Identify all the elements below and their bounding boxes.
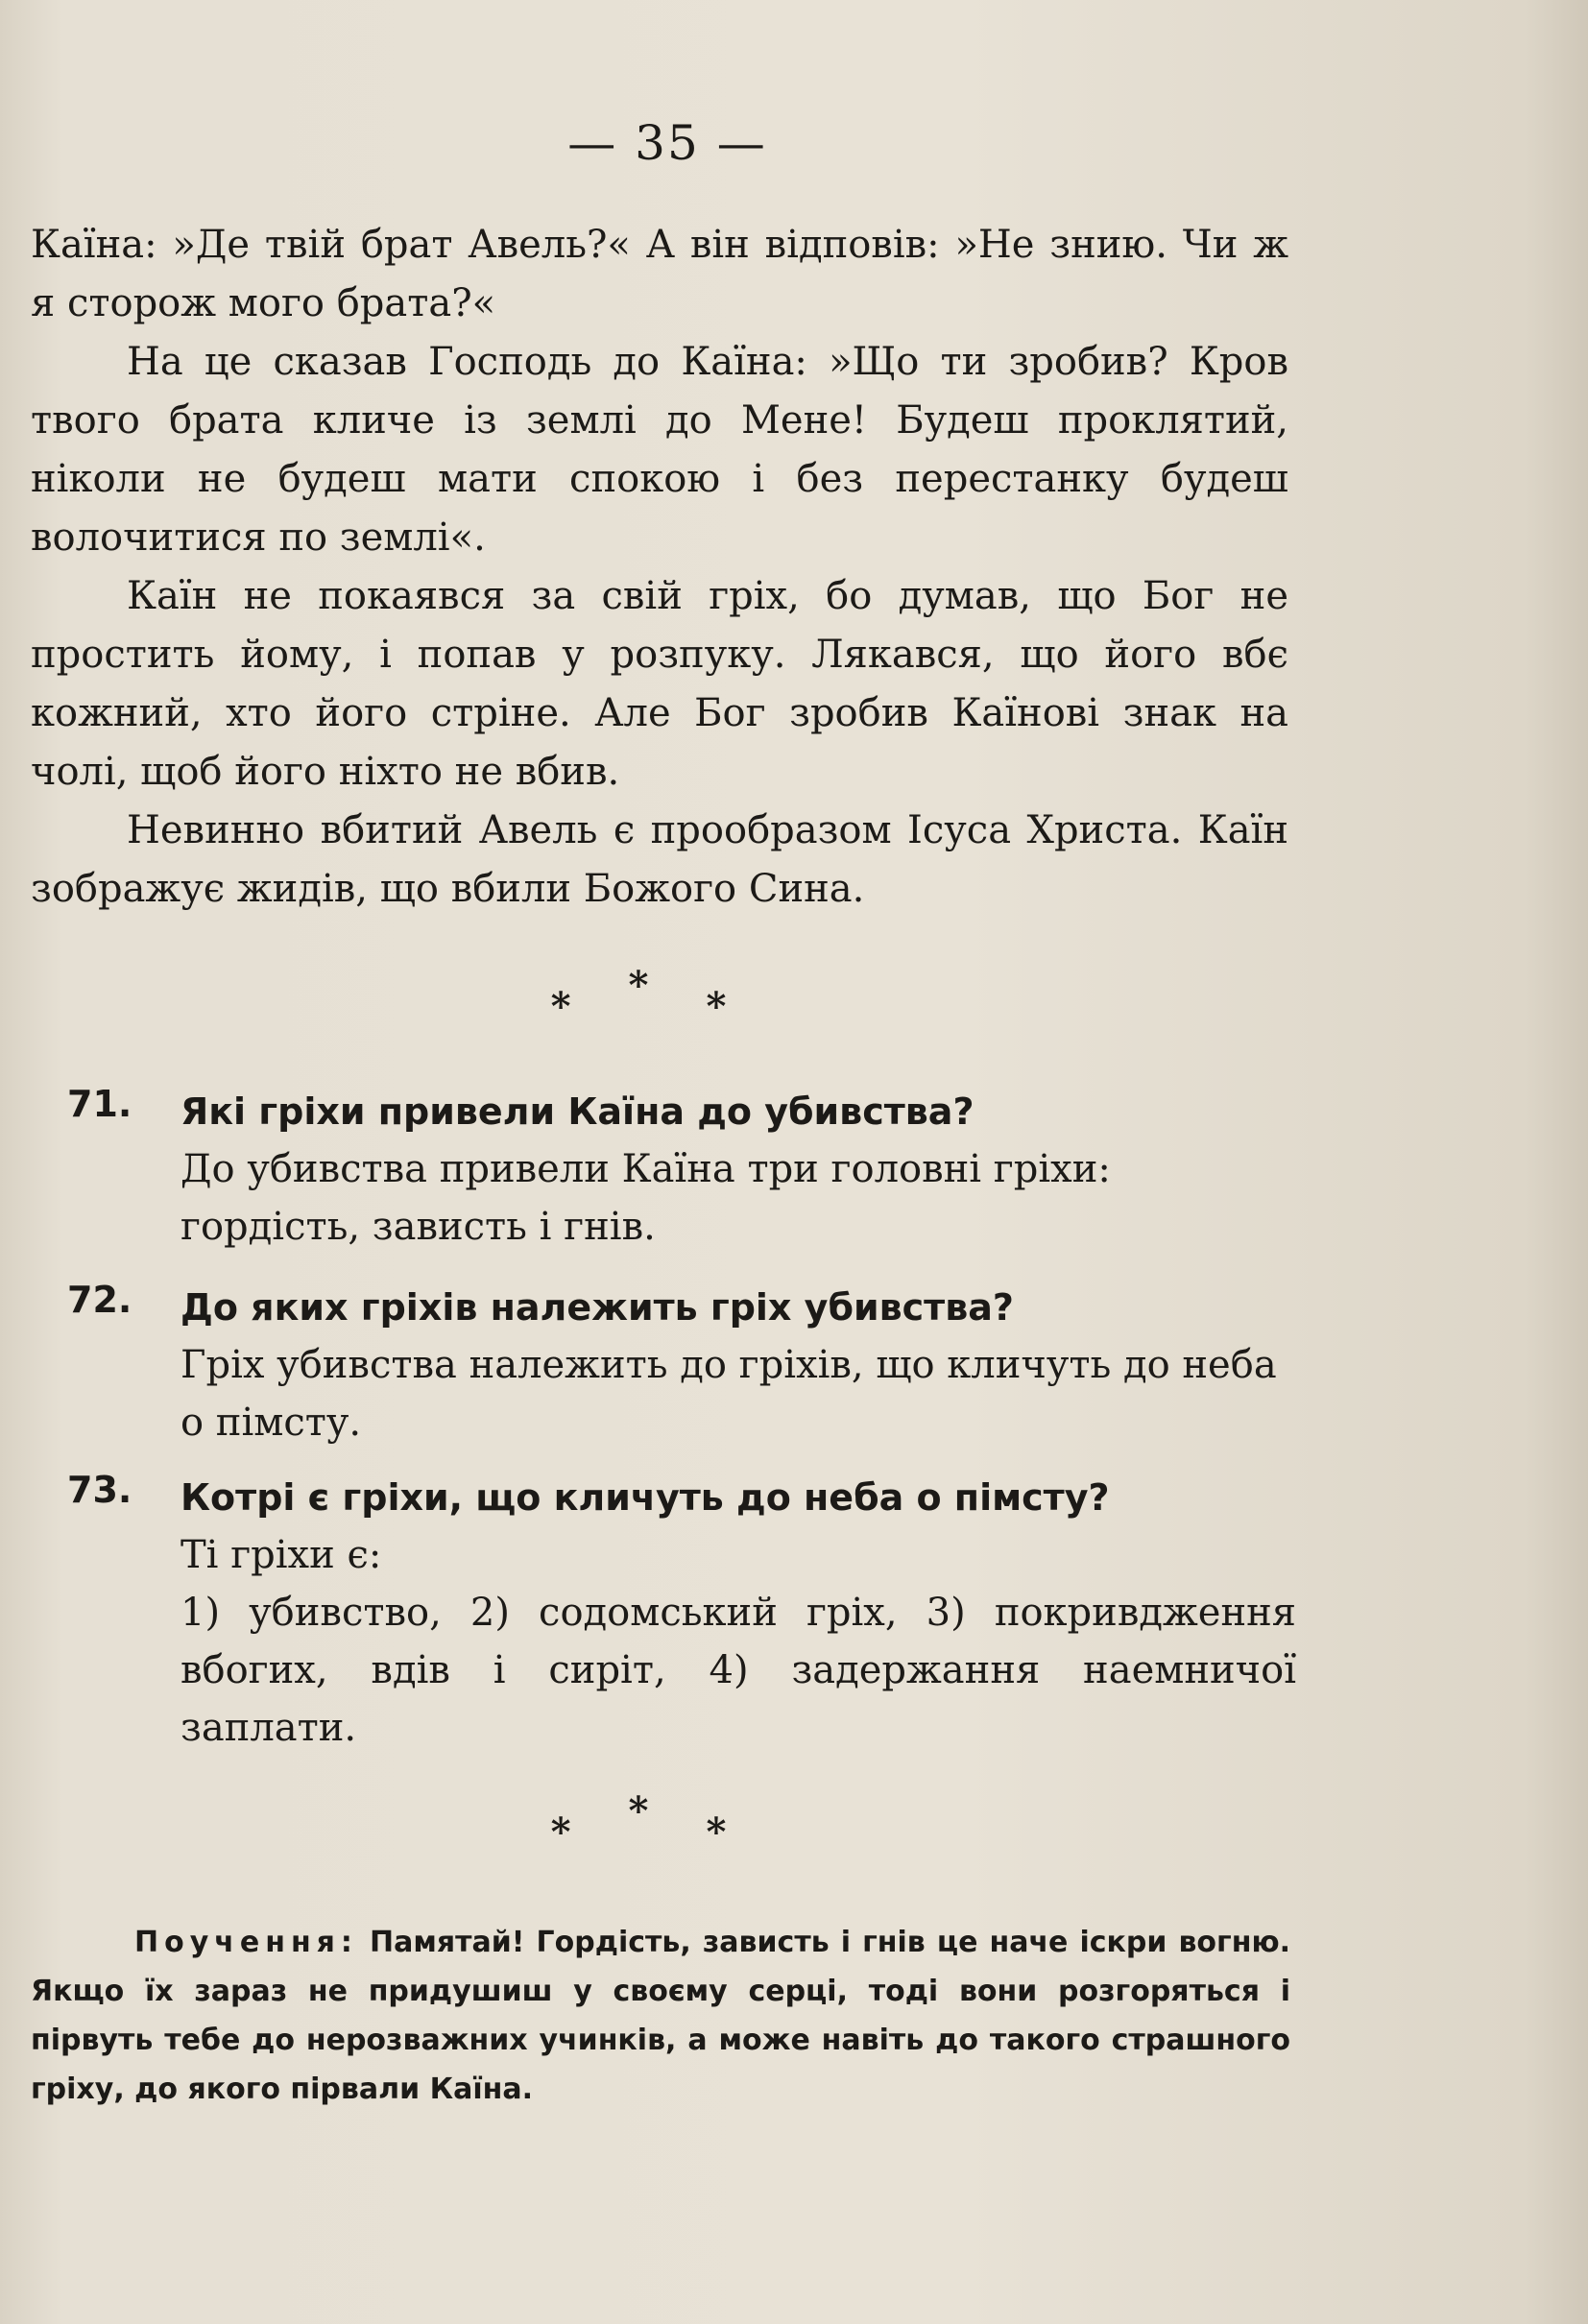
question-number: 73. [67, 1469, 132, 1511]
answer-text: Гріх убивства належить до гріхів, що кличуть до неба о пімсту. [180, 1343, 1277, 1445]
lesson-note [31, 1918, 1290, 2114]
lesson-label: Поучення: [134, 1926, 358, 1959]
lesson-text: Памятай! Гордість, зависть і гнів це наче іскри вогню. Якщо їх зараз не придушиш у своєму серці, тоді вони розгоряться і пірвуть тебе до нерозважних учинків, а може навіть до такого страшного гріху, до якого пірвали Каїна. [31, 1926, 1290, 2106]
separator-star: * [706, 1809, 784, 1855]
answer-list: 1) убивство, 2) содомський гріх, 3) покривдження вбогих, вдів і сиріт, 4) задержання наемничої заплати. [180, 1591, 1296, 1750]
body-text [31, 216, 1288, 919]
question-73 [67, 1469, 1296, 1757]
separator-star: * [628, 963, 707, 1008]
answer-text: До убивства привели Каїна три головні гріхи: гордість, зависть і гнів. [180, 1147, 1111, 1249]
separator-star: * [550, 984, 629, 1029]
answer-intro: Ті гріхи є: [180, 1533, 382, 1577]
question-71 [67, 1083, 1296, 1256]
paragraph: Невинно вбитий Авель є прообразом Ісуса Христа. Каїн зображує жидів, що вбили Божого Сина. [31, 808, 1288, 911]
question-text: До яких гріхів належить гріх убивства? [180, 1286, 1014, 1329]
question-number: 72. [67, 1279, 132, 1321]
paragraph: Каїна: »Де твій брат Авель?« А він відповів: »Не знию. Чи ж я сторож мого брата?« [31, 223, 1288, 325]
question-72 [67, 1279, 1296, 1451]
separator-star: * [628, 1788, 707, 1833]
page-number: — 35 — [567, 115, 767, 171]
section-separator [0, 963, 1335, 1029]
question-number: 71. [67, 1083, 132, 1125]
question-text: Котрі є гріхи, що кличуть до неба о пімсту? [180, 1476, 1110, 1519]
separator-star: * [706, 984, 784, 1029]
separator-star: * [550, 1809, 629, 1855]
paragraph: На це сказав Господь до Каїна: »Що ти зробив? Кров твого брата кличе із землі до Мене! Будеш проклятий, ніколи не будеш мати спокою і без перестанку будеш волочитися по землі«. [31, 340, 1288, 560]
question-text: Які гріхи привели Каїна до убивства? [180, 1090, 974, 1133]
paragraph: Каїн не покаявся за свій гріх, бо думав, що Бог не простить йому, і попав у розпуку. Лякався, що його вбє кожний, хто його стріне. Але Бог зробив Каїнові знак на чолі, щоб його ніхто не вбив. [31, 574, 1288, 794]
section-separator [0, 1788, 1335, 1855]
